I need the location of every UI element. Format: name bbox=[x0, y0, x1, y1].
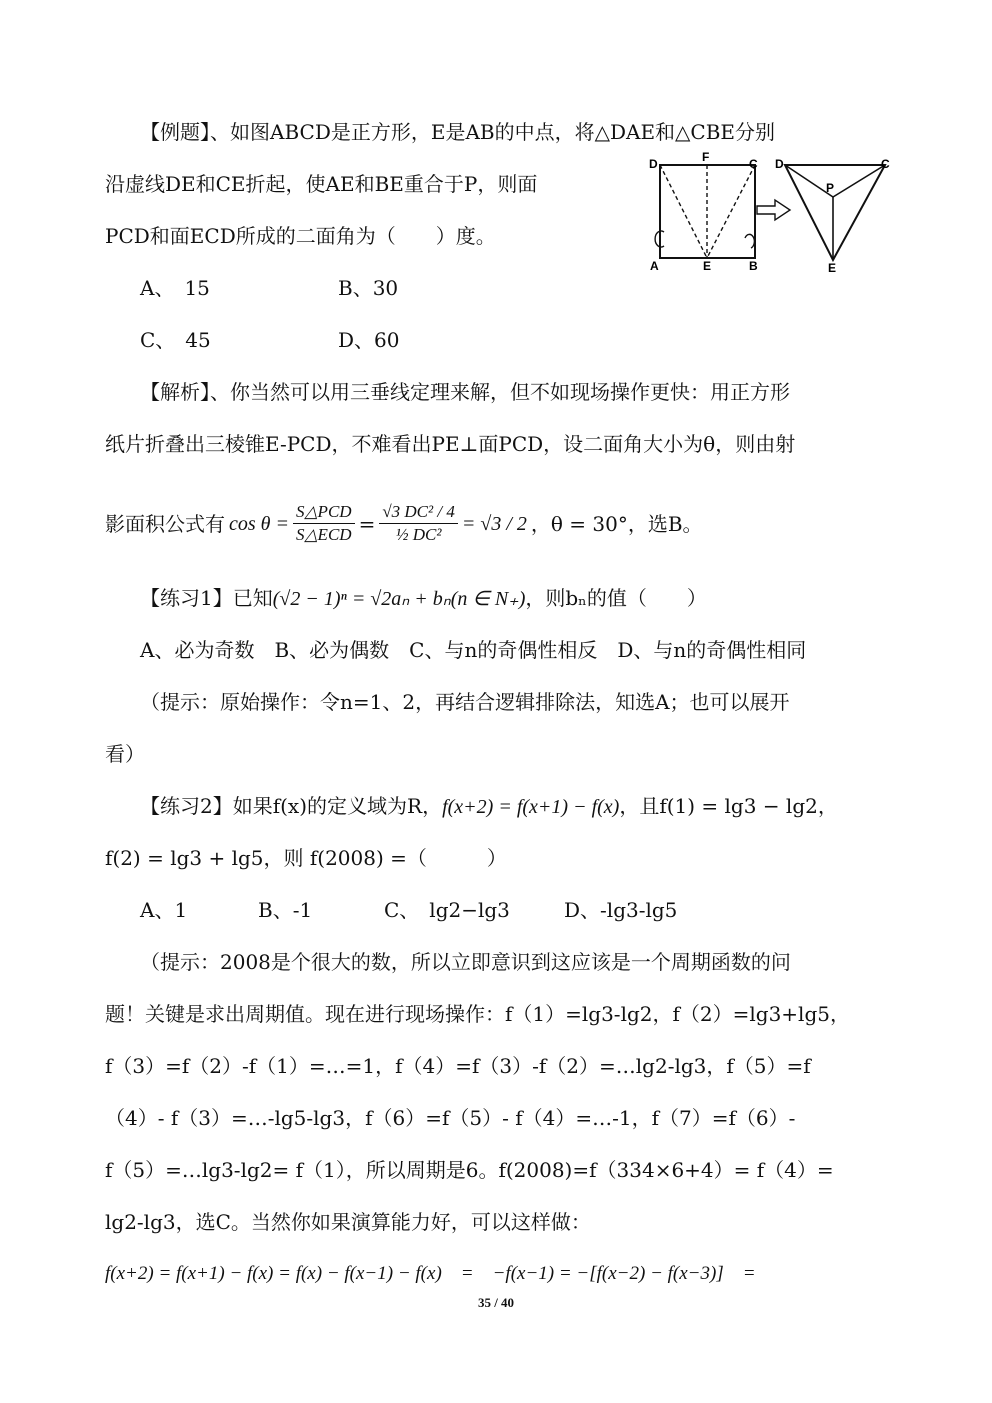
pyramid-outline bbox=[785, 165, 885, 260]
exercise2-option-a: A、1 bbox=[140, 898, 188, 922]
transform-arrow-icon bbox=[757, 200, 790, 220]
exercise1-hint-2: 看） bbox=[105, 742, 145, 766]
exercise2-option-d: D、-lg3-lg5 bbox=[564, 898, 678, 922]
exercise2-option-b: B、-1 bbox=[258, 898, 313, 922]
label-e1: E bbox=[703, 259, 712, 273]
result-value: = √3 / 2 bbox=[461, 512, 527, 535]
exercise2-prefix: 【练习2】如果f(x)的定义域为R， bbox=[140, 794, 443, 818]
label-f: F bbox=[702, 150, 710, 164]
label-c2: C bbox=[881, 157, 890, 171]
example-line-3: PCD和面ECD所成的二面角为（ ）度。 bbox=[105, 224, 496, 248]
dc-numerator: √3 DC² / 4 bbox=[379, 501, 458, 524]
label-c1: C bbox=[749, 157, 758, 171]
dc-fraction bbox=[379, 501, 458, 546]
label-e2: E bbox=[828, 261, 837, 275]
hint-line-5: f（5）=…lg3-lg2= f（1），所以周期是6。f(2008)=f（334×6+4）= f（4）= bbox=[105, 1158, 834, 1182]
fold-arrow-right-icon bbox=[745, 234, 754, 248]
exercise2-line-2: f(2) = lg3 + lg5，则 f(2008) =（ ） bbox=[105, 846, 507, 870]
label-d2: D bbox=[775, 157, 784, 171]
exercise1-options: A、必为奇数 B、必为偶数 C、与n的奇偶性相反 D、与n的奇偶性相同 bbox=[140, 638, 807, 662]
example-option-d: D、60 bbox=[338, 328, 400, 352]
label-p: P bbox=[826, 181, 835, 195]
exercise2-option-c: C、 lg2−lg3 bbox=[384, 898, 510, 922]
analysis-formula-line: 影面积公式有 cos θ = $\frac{\text{S△PCD}}{\text{S△ECD}}$ = $\frac{\text{√3 DC² / 4}}{\text{½ DC²}}$ = √3 / 2 ，θ = 30°，选B。 bbox=[105, 502, 703, 544]
hint-line-3: f（3）=f（2）-f（1）=…=1，f（4）=f（3）-f（2）=…lg2-lg3，f（5）=f bbox=[105, 1054, 811, 1078]
hint-line-1: （提示：2008是个很大的数，所以立即意识到这应该是一个周期函数的问 bbox=[140, 950, 791, 974]
folding-figure bbox=[645, 150, 895, 275]
exercise1-line-1 bbox=[140, 584, 707, 613]
hint-line-7: f(x+2) = f(x+1) − f(x) = f(x) − f(x−1) − f(x) = −f(x−1) = −[f(x−2) − f(x−3)] = bbox=[105, 1263, 756, 1284]
label-a: A bbox=[650, 259, 659, 273]
area-numerator: S△PCD bbox=[293, 501, 355, 524]
analysis-line-1: 【解析】、你当然可以用三垂线定理来解，但不如现场操作更快：用正方形 bbox=[140, 380, 790, 404]
analysis-line-2: 纸片折叠出三棱锥E-PCD，不难看出PE⊥面PCD，设二面角大小为θ，则由射 bbox=[105, 432, 796, 456]
cos-theta: cos θ = bbox=[229, 512, 289, 535]
page-number: 35 / 40 bbox=[477, 1295, 515, 1310]
example-option-a: A、 15 bbox=[140, 276, 210, 300]
theta-value: ，θ = 30°，选B。 bbox=[530, 511, 703, 536]
exercise2-line-1 bbox=[140, 792, 838, 821]
exercise1-hint-1: （提示：原始操作：令n=1、2，再结合逻辑排除法，知选A；也可以展开 bbox=[140, 690, 790, 714]
area-fraction bbox=[293, 501, 355, 546]
exercise2-formula: f(x+2) = f(x+1) − f(x) bbox=[442, 796, 620, 818]
label-d1: D bbox=[649, 157, 658, 171]
hint-line-6: lg2-lg3，选C。当然你如果演算能力好，可以这样做： bbox=[105, 1210, 591, 1234]
hint-line-4: （4）- f（3）=…-lg5-lg3，f（6）=f（5）- f（4）=…-1，f（7）=f（6）- bbox=[105, 1106, 796, 1130]
exercise2-suffix: ，且f(1) = lg3 − lg2， bbox=[619, 794, 838, 818]
exercise1-prefix: 【练习1】已知 bbox=[140, 586, 273, 610]
example-option-b: B、30 bbox=[338, 276, 399, 300]
hint-line-2: 题！关键是求出周期值。现在进行现场操作：f（1）=lg3-lg2，f（2）=lg3+lg5， bbox=[105, 1002, 850, 1026]
area-denominator: S△ECD bbox=[295, 525, 352, 544]
analysis-line-3-prefix: 影面积公式有 bbox=[105, 511, 225, 536]
dc-denominator: ½ DC² bbox=[395, 525, 442, 544]
exercise1-formula: (√2 − 1)ⁿ = √2aₙ + bₙ(n ∈ N₊) bbox=[272, 588, 526, 610]
example-line-1: 【例题】、如图ABCD是正方形，E是AB的中点，将△DAE和△CBE分别 bbox=[140, 120, 776, 144]
example-line-2: 沿虚线DE和CE折起，使AE和BE重合于P，则面 bbox=[105, 172, 538, 196]
fold-line-ce bbox=[707, 165, 755, 258]
example-option-c: C、 45 bbox=[140, 328, 211, 352]
exercise1-suffix: ，则bₙ的值（ ） bbox=[525, 586, 707, 610]
fold-line-de bbox=[660, 165, 707, 258]
label-b: B bbox=[749, 259, 758, 273]
